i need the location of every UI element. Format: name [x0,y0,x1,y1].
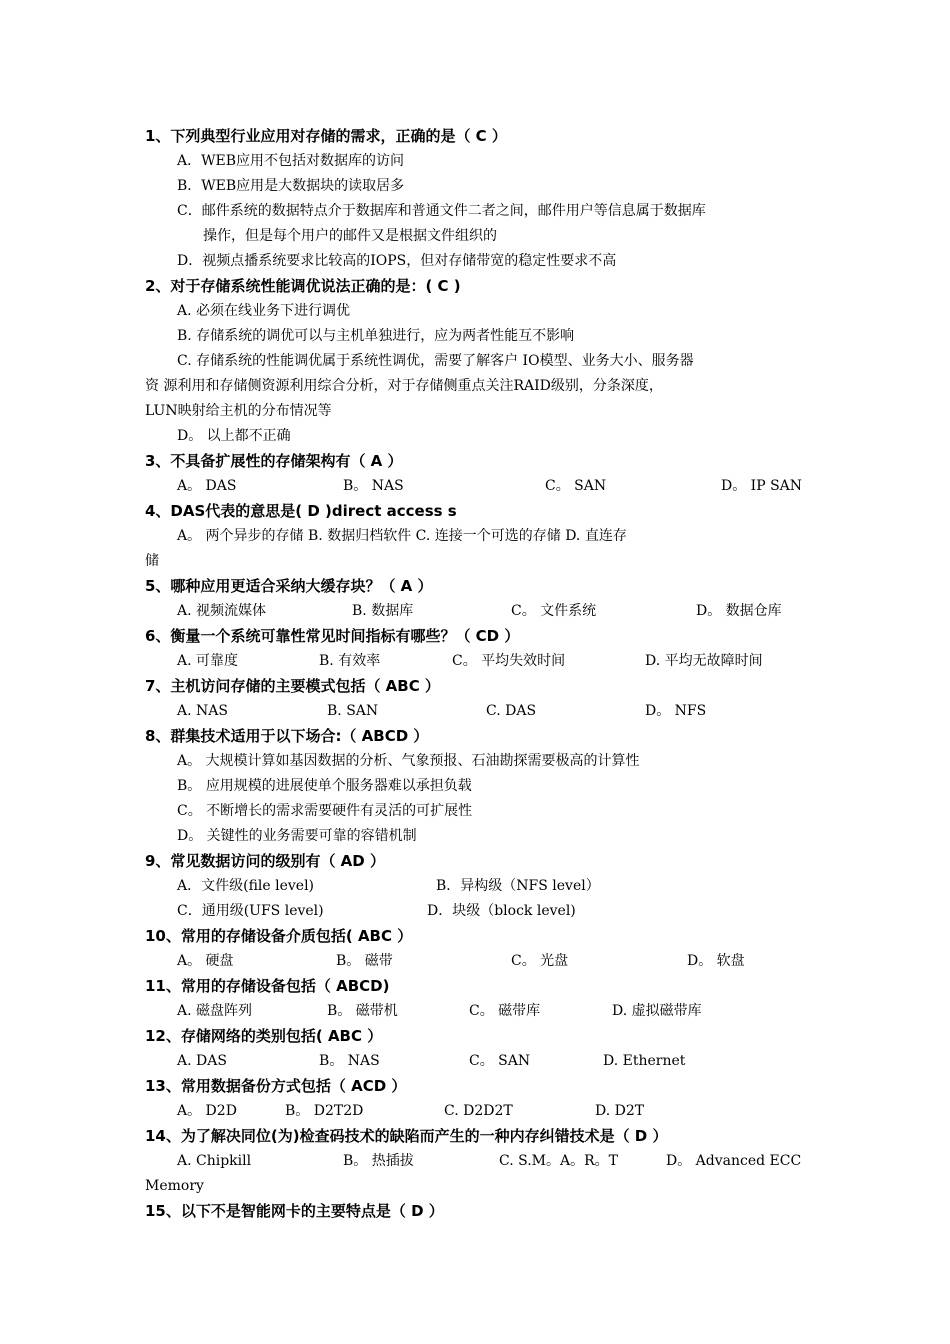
question-6-option-c: C。 平均失效时间 [452,653,566,669]
question-10-option-d: D。 软盘 [687,953,745,969]
question-10-option-c: C。 光盘 [511,953,569,969]
question-6-title: 6、衡量一个系统可靠性常见时间指标有哪些？（ CD ） [145,627,520,645]
question-11-option-b: B。 磁带机 [327,1003,398,1019]
question-13-title: 13、常用数据备份方式包括（ ACD ） [145,1077,407,1095]
question-8-option-d: D。 关键性的业务需要可靠的容错机制 [177,828,417,844]
question-11-title: 11、常用的存储设备包括（ ABCD) [145,977,390,995]
question-8-option-c: C。 不断增长的需求需要硬件有灵活的可扩展性 [177,803,473,819]
question-9-option-c: C．通用级(UFS level) [177,903,324,919]
question-1-option-b: B．WEB应用是大数据块的读取居多 [177,178,405,194]
question-list [145,124,809,1224]
question-8-title: 8、群集技术适用于以下场合:（ ABCD ） [145,727,429,745]
question-7-title: 7、主机访问存储的主要模式包括（ ABC ） [145,677,440,695]
question-14-option-d: D。 Advanced ECC [666,1153,802,1169]
question-6-options [145,649,809,674]
question-6-option-b: B. 有效率 [319,653,381,669]
question-14-title: 14、为了解决同位(为)检查码技术的缺陷而产生的一种内存纠错技术是（ D ） [145,1127,668,1145]
question-14-options-continued: Memory [145,1178,204,1194]
question-1-option-d: D．视频点播系统要求比较高的IOPS，但对存储带宽的稳定性要求不高 [177,253,617,269]
question-1-option-a: A．WEB应用不包括对数据库的访问 [177,153,405,169]
question-12-option-a: A. DAS [177,1053,227,1069]
question-12-option-b: B。 NAS [319,1053,380,1069]
question-12-title: 12、存储网络的类别包括( ABC ） [145,1027,383,1045]
question-12-option-d: D. Ethernet [603,1053,686,1069]
question-9-title: 9、常见数据访问的级别有（ AD ） [145,852,385,870]
question-13-option-b: B。 D2T2D [285,1103,364,1119]
question-13-option-a: A。 D2D [177,1103,237,1119]
question-14-options [145,1149,809,1174]
question-7-options [145,699,809,724]
question-13-options [145,1099,809,1124]
question-5-option-a: A. 视频流媒体 [177,603,267,619]
question-5-title: 5、哪种应用更适合采纳大缓存块？（ A ） [145,577,433,595]
question-7-option-b: B. SAN [327,703,379,719]
question-11-option-d: D. 虚拟磁带库 [612,1003,702,1019]
question-15-title: 15、以下不是智能网卡的主要特点是（ D ） [145,1202,444,1220]
question-3-title: 3、不具备扩展性的存储架构有（ A ） [145,452,403,470]
question-2-option-b: B. 存储系统的调优可以与主机单独进行，应为两者性能互不影响 [177,328,575,344]
question-5-options [145,599,809,624]
question-10-options [145,949,809,974]
question-3-options [145,474,809,499]
question-2-option-c-continued: 资 源利用和存储侧资源利用综合分析，对于存储侧重点关注RAID级别，分条深度， [145,378,663,394]
question-12-option-c: C。 SAN [469,1053,531,1069]
question-12-options [145,1049,809,1074]
question-5-option-b: B. 数据库 [352,603,414,619]
question-11-options [145,999,809,1024]
question-3-option-d: D。 IP SAN [721,478,803,494]
question-14-option-b: B。 热插拔 [343,1153,414,1169]
question-2-option-a: A. 必须在线业务下进行调优 [177,303,351,319]
question-4-options: A。 两个异步的存储 B. 数据归档软件 C. 连接一个可选的存储 D. 直连存 [177,528,627,544]
question-2-option-d: D。 以上都不正确 [177,428,291,444]
question-6-option-d: D. 平均无故障时间 [645,653,763,669]
question-3-option-b: B。 NAS [343,478,404,494]
question-4-title: 4、DAS代表的意思是( D )direct access s [145,502,457,520]
question-9-option-a: A．文件级(file level) [177,878,315,894]
question-10-option-b: B。 磁带 [336,953,393,969]
question-10-option-a: A。 硬盘 [177,953,234,969]
question-3-option-a: A。 DAS [177,478,237,494]
question-6-option-a: A. 可靠度 [177,653,239,669]
question-7-option-d: D。 NFS [645,703,707,719]
question-14-option-a: A. Chipkill [177,1153,252,1169]
question-11-option-c: C。 磁带库 [469,1003,541,1019]
question-13-option-d: D. D2T [595,1103,645,1119]
question-8-option-a: A。 大规模计算如基因数据的分析、气象预报、石油勘探需要极高的计算性 [177,753,640,769]
question-2-option-c-continued-2: LUN映射给主机的分布情况等 [145,403,332,419]
question-1-title: 1、下列典型行业应用对存储的需求，正确的是（ C ） [145,127,507,145]
question-10-title: 10、常用的存储设备介质包括( ABC ） [145,927,413,945]
question-2-option-c: C. 存储系统的性能调优属于系统性调优，需要了解客户 IO模型、业务大小、服务器 [177,353,694,369]
question-9-options-ab [145,874,809,899]
question-1-option-c-continued: 操作，但是每个用户的邮件又是根据文件组织的 [203,228,497,244]
question-5-option-c: C。 文件系统 [511,603,597,619]
question-8-option-b: B。 应用规模的进展使单个服务器难以承担负载 [177,778,472,794]
question-5-option-d: D。 数据仓库 [696,603,782,619]
question-13-option-c: C. D2D2T [444,1103,513,1119]
question-9-option-b: B．异构级（NFS level） [436,878,600,894]
question-11-option-a: A. 磁盘阵列 [177,1003,253,1019]
question-2-title: 2、对于存储系统性能调优说法正确的是：( C ) [145,277,461,295]
question-7-option-a: A. NAS [177,703,228,719]
question-3-option-c: C。 SAN [545,478,607,494]
question-14-option-c: C. S.M。A。R。T [499,1153,618,1169]
question-9-option-d: D．块级（block level) [427,903,576,919]
question-1-option-c: C．邮件系统的数据特点介于数据库和普通文件二者之间，邮件用户等信息属于数据库 [177,203,706,219]
question-9-options-cd [145,899,809,924]
question-7-option-c: C. DAS [486,703,537,719]
question-4-options-continued: 储 [145,553,159,569]
